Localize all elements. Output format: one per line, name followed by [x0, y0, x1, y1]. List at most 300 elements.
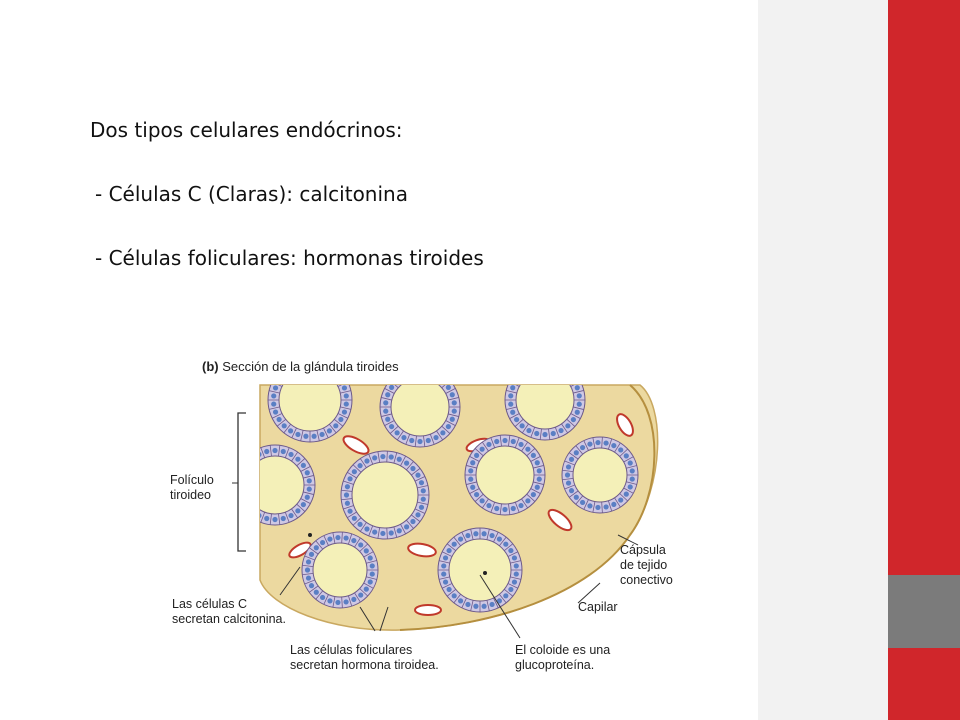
nucleus	[397, 528, 402, 533]
nucleus	[580, 500, 585, 505]
nucleus	[450, 392, 455, 397]
nucleus	[415, 512, 420, 517]
follicle	[380, 367, 460, 447]
nucleus	[305, 470, 310, 475]
nucleus	[452, 542, 457, 547]
nucleus	[271, 393, 276, 398]
nucleus	[347, 476, 352, 481]
figure-title	[202, 359, 399, 374]
nucleus	[250, 508, 255, 513]
nucleus	[343, 599, 348, 604]
nucleus	[508, 402, 513, 407]
nucleus	[611, 443, 616, 448]
nucleus	[512, 579, 517, 584]
nucleus	[569, 457, 574, 462]
cell-border	[522, 367, 528, 376]
nucleus	[345, 484, 350, 489]
nucleus	[338, 378, 343, 383]
nucleus	[333, 423, 338, 428]
nucleus	[358, 592, 363, 597]
slide-heading: Dos tipos celulares endócrinos:	[90, 118, 403, 142]
nucleus	[468, 468, 473, 473]
figure-title-prefix: (b)	[202, 359, 219, 374]
nucleus	[295, 508, 300, 513]
nucleus	[628, 484, 633, 489]
label-coloide-line2: glucoproteína.	[515, 658, 595, 672]
nucleus	[344, 401, 349, 406]
label-capilar: Capilar	[578, 600, 618, 614]
nucleus	[502, 507, 507, 512]
nucleus	[452, 593, 457, 598]
nucleus	[630, 476, 635, 481]
nucleus	[368, 555, 373, 560]
colloid	[516, 371, 574, 429]
label-capsula	[620, 543, 673, 588]
nucleus	[364, 587, 369, 592]
follicle	[341, 451, 429, 539]
nucleus	[271, 401, 276, 406]
nucleus	[535, 460, 540, 465]
nucleus	[327, 428, 332, 433]
label-coloide	[515, 643, 610, 673]
nucleus	[311, 434, 316, 439]
nucleus	[389, 454, 394, 459]
nucleus	[295, 432, 300, 437]
nucleus	[503, 593, 508, 598]
nucleus	[250, 457, 255, 462]
nucleus	[577, 402, 582, 407]
nucleus	[526, 367, 531, 372]
nucleus	[458, 598, 463, 603]
cell-border	[240, 498, 250, 503]
cell-border	[252, 509, 258, 518]
cell-border	[561, 367, 567, 376]
nucleus	[357, 463, 362, 468]
nucleus	[474, 453, 479, 458]
nucleus	[395, 430, 400, 435]
nucleus	[335, 600, 340, 605]
nucleus	[288, 428, 293, 433]
nucleus	[343, 535, 348, 540]
colloid	[449, 539, 511, 601]
cell-border	[548, 360, 549, 371]
nucleus	[473, 604, 478, 609]
nucleus	[358, 542, 363, 547]
follicle	[302, 532, 378, 608]
label-capsula-line2: de tejido	[620, 558, 668, 572]
nucleus	[618, 447, 623, 452]
nucleus	[281, 516, 286, 521]
cell-border	[245, 458, 253, 465]
nucleus	[603, 440, 608, 445]
nucleus	[264, 516, 269, 521]
nucleus	[306, 575, 311, 580]
nucleus	[565, 372, 570, 377]
follicle	[438, 528, 522, 612]
nucleus	[443, 555, 448, 560]
cell-border	[415, 367, 416, 378]
nucleus	[288, 513, 293, 518]
nucleus	[281, 449, 286, 454]
colloid	[352, 462, 418, 528]
nucleus	[256, 452, 261, 457]
label-celulas-c-line2: secretan calcitonina.	[172, 612, 286, 626]
nucleus	[446, 548, 451, 553]
nucleus	[335, 535, 340, 540]
nucleus	[512, 555, 517, 560]
nucleus	[473, 531, 478, 536]
nucleus	[419, 505, 424, 510]
thyroid-section-figure	[160, 345, 700, 690]
nucleus	[520, 423, 525, 428]
nucleus	[421, 488, 426, 493]
nucleus	[404, 524, 409, 529]
label-capsula-line3: conectivo	[620, 573, 673, 587]
cell-border	[436, 374, 442, 383]
cell-border	[397, 374, 403, 383]
nucleus	[446, 587, 451, 592]
nucleus	[417, 370, 422, 375]
nucleus	[443, 579, 448, 584]
nucleus	[306, 559, 311, 564]
nucleus	[307, 487, 312, 492]
colloid	[476, 446, 534, 504]
nucleus	[565, 472, 570, 477]
nucleus	[272, 448, 277, 453]
nucleus	[534, 364, 539, 369]
nucleus	[320, 540, 325, 545]
cell-border	[245, 504, 253, 511]
nucleus	[370, 571, 375, 576]
nucleus	[419, 480, 424, 485]
nucleus	[307, 478, 312, 483]
nucleus	[481, 531, 486, 536]
nucleus	[276, 378, 281, 383]
nucleus	[535, 485, 540, 490]
nucleus	[345, 501, 350, 506]
nucleus	[342, 385, 347, 390]
follicle	[562, 437, 638, 513]
bullet-celulas-c: - Células C (Claras): calcitonina	[95, 182, 408, 206]
nucleus	[458, 536, 463, 541]
nucleus	[426, 438, 431, 443]
cell-border	[277, 374, 286, 381]
cell-border	[531, 363, 535, 373]
nucleus	[319, 432, 324, 437]
nucleus	[531, 453, 536, 458]
nucleus	[474, 492, 479, 497]
cell-border	[406, 370, 410, 380]
nucleus	[272, 517, 277, 522]
nucleus	[282, 423, 287, 428]
colloid	[246, 456, 304, 514]
thyroid-diagram	[160, 345, 700, 690]
nucleus	[364, 526, 369, 531]
nucleus	[301, 502, 306, 507]
nucleus	[441, 563, 446, 568]
nucleus	[534, 431, 539, 436]
nucleus	[551, 431, 556, 436]
accent-bar-gray	[888, 575, 960, 648]
nucleus	[574, 495, 579, 500]
follicle	[235, 445, 315, 525]
nucleus	[503, 542, 508, 547]
nucleus	[551, 364, 556, 369]
nucleus	[518, 503, 523, 508]
side-panel-light	[758, 0, 888, 720]
nucleus	[389, 385, 394, 390]
label-foliculares-line1: Las células foliculares	[290, 643, 413, 657]
colloid	[391, 378, 449, 436]
capillary	[415, 605, 441, 615]
nucleus	[587, 503, 592, 508]
accent-bar-red-bottom	[888, 648, 960, 720]
nucleus	[244, 502, 249, 507]
nucleus	[380, 531, 385, 536]
nucleus	[525, 447, 530, 452]
nucleus	[352, 469, 357, 474]
nucleus	[417, 439, 422, 444]
follicle	[465, 435, 545, 515]
nucleus	[514, 571, 519, 576]
nucleus	[327, 536, 332, 541]
nucleus	[433, 374, 438, 379]
nucleus	[450, 417, 455, 422]
nucleus	[494, 439, 499, 444]
nucleus	[465, 602, 470, 607]
nucleus	[440, 430, 445, 435]
label-celulas-foliculares	[290, 643, 439, 673]
nucleus	[502, 438, 507, 443]
nucleus	[357, 522, 362, 527]
nucleus	[404, 461, 409, 466]
nucleus	[383, 400, 388, 405]
label-foliculares-line2: secretan hormona tiroidea.	[290, 658, 439, 672]
nucleus	[410, 519, 415, 524]
label-celulas-c-line1: Las células C	[172, 597, 248, 611]
cell-border	[515, 373, 523, 380]
cell-border	[555, 363, 559, 373]
nucleus	[565, 423, 570, 428]
nucleus	[351, 597, 356, 602]
nucleus	[364, 458, 369, 463]
nucleus	[595, 440, 600, 445]
pointer-dot	[483, 571, 487, 575]
cell-border	[334, 374, 343, 381]
nucleus	[446, 424, 451, 429]
pointer-dot	[308, 533, 312, 537]
colloid	[573, 448, 627, 502]
nucleus	[481, 604, 486, 609]
nucleus	[305, 495, 310, 500]
nucleus	[288, 452, 293, 457]
nucleus	[446, 385, 451, 390]
nucleus	[575, 410, 580, 415]
nucleus	[397, 457, 402, 462]
nucleus	[303, 434, 308, 439]
nucleus	[520, 372, 525, 377]
nucleus	[256, 513, 261, 518]
nucleus	[537, 468, 542, 473]
nucleus	[327, 598, 332, 603]
nucleus	[344, 492, 349, 497]
nucleus	[240, 495, 245, 500]
nucleus	[494, 506, 499, 511]
nucleus	[338, 417, 343, 422]
nucleus	[452, 400, 457, 405]
cell-border	[567, 373, 575, 380]
bullet-celulas-foliculares: - Células foliculares: hormonas tiroides	[95, 246, 484, 270]
nucleus	[385, 392, 390, 397]
nucleus	[301, 463, 306, 468]
nucleus	[368, 579, 373, 584]
nucleus	[574, 450, 579, 455]
nucleus	[347, 509, 352, 514]
nucleus	[389, 530, 394, 535]
nucleus	[410, 466, 415, 471]
nucleus	[486, 442, 491, 447]
nucleus	[611, 502, 616, 507]
nucleus	[511, 439, 516, 444]
nucleus	[470, 460, 475, 465]
cell-border	[252, 452, 258, 461]
nucleus	[577, 393, 582, 398]
nucleus	[342, 409, 347, 414]
nucleus	[575, 385, 580, 390]
nucleus	[511, 506, 516, 511]
nucleus	[264, 449, 269, 454]
nucleus	[480, 498, 485, 503]
nucleus	[352, 516, 357, 521]
nucleus	[518, 442, 523, 447]
nucleus	[542, 432, 547, 437]
nucleus	[514, 417, 519, 422]
nucleus	[426, 371, 431, 376]
nucleus	[380, 454, 385, 459]
nucleus	[314, 590, 319, 595]
nucleus	[240, 470, 245, 475]
nucleus	[401, 374, 406, 379]
nucleus	[441, 571, 446, 576]
follicle	[505, 360, 585, 440]
colloid	[313, 543, 367, 597]
follicle-bracket	[238, 413, 246, 551]
label-foliculo-line2: tiroideo	[170, 488, 211, 502]
nucleus	[508, 393, 513, 398]
colloid	[279, 369, 341, 431]
nucleus	[273, 409, 278, 414]
nucleus	[372, 529, 377, 534]
nucleus	[497, 536, 502, 541]
nucleus	[514, 378, 519, 383]
label-capsula-line1: Cápsula	[620, 543, 666, 557]
accent-bar-red	[888, 0, 960, 575]
label-foliculo	[170, 473, 214, 503]
nucleus	[344, 393, 349, 398]
nucleus	[580, 445, 585, 450]
nucleus	[566, 480, 571, 485]
nucleus	[624, 492, 629, 497]
nucleus	[480, 447, 485, 452]
nucleus	[440, 379, 445, 384]
nucleus	[433, 435, 438, 440]
label-foliculo-line1: Folículo	[170, 473, 214, 487]
nucleus	[238, 478, 243, 483]
figure-title-text: Sección de la glándula tiroides	[222, 359, 399, 374]
nucleus	[537, 477, 542, 482]
nucleus	[276, 417, 281, 422]
nucleus	[409, 371, 414, 376]
nucleus	[542, 363, 547, 368]
nucleus	[571, 417, 576, 422]
nucleus	[395, 379, 400, 384]
nucleus	[618, 497, 623, 502]
nucleus	[587, 441, 592, 446]
nucleus	[401, 435, 406, 440]
nucleus	[238, 487, 243, 492]
label-coloide-line1: El coloide es una	[515, 643, 611, 657]
label-celulas-c	[172, 597, 286, 627]
nucleus	[514, 563, 519, 568]
nucleus	[569, 488, 574, 493]
nucleus	[630, 468, 635, 473]
cell-border	[540, 360, 541, 371]
nucleus	[489, 533, 494, 538]
nucleus	[624, 453, 629, 458]
nucleus	[510, 410, 515, 415]
nucleus	[452, 409, 457, 414]
nucleus	[364, 548, 369, 553]
nucleus	[526, 428, 531, 433]
nucleus	[508, 587, 513, 592]
nucleus	[603, 504, 608, 509]
cell-border	[240, 466, 250, 471]
nucleus	[383, 409, 388, 414]
nucleus	[244, 463, 249, 468]
nucleus	[465, 533, 470, 538]
nucleus	[468, 477, 473, 482]
nucleus	[508, 548, 513, 553]
nucleus	[309, 583, 314, 588]
nucleus	[309, 552, 314, 557]
nucleus	[421, 497, 426, 502]
nucleus	[486, 503, 491, 508]
nucleus	[470, 485, 475, 490]
nucleus	[273, 385, 278, 390]
nucleus	[489, 602, 494, 607]
nucleus	[595, 505, 600, 510]
nucleus	[531, 492, 536, 497]
nucleus	[525, 498, 530, 503]
nucleus	[320, 595, 325, 600]
nucleus	[558, 367, 563, 372]
nucleus	[372, 455, 377, 460]
nucleus	[314, 545, 319, 550]
nucleus	[415, 473, 420, 478]
nucleus	[295, 457, 300, 462]
nucleus	[571, 378, 576, 383]
nucleus	[510, 385, 515, 390]
nucleus	[628, 460, 633, 465]
nucleus	[389, 424, 394, 429]
nucleus	[370, 563, 375, 568]
nucleus	[305, 567, 310, 572]
cell-border	[430, 370, 434, 380]
nucleus	[566, 464, 571, 469]
cell-border	[423, 367, 424, 378]
nucleus	[385, 417, 390, 422]
nucleus	[409, 438, 414, 443]
